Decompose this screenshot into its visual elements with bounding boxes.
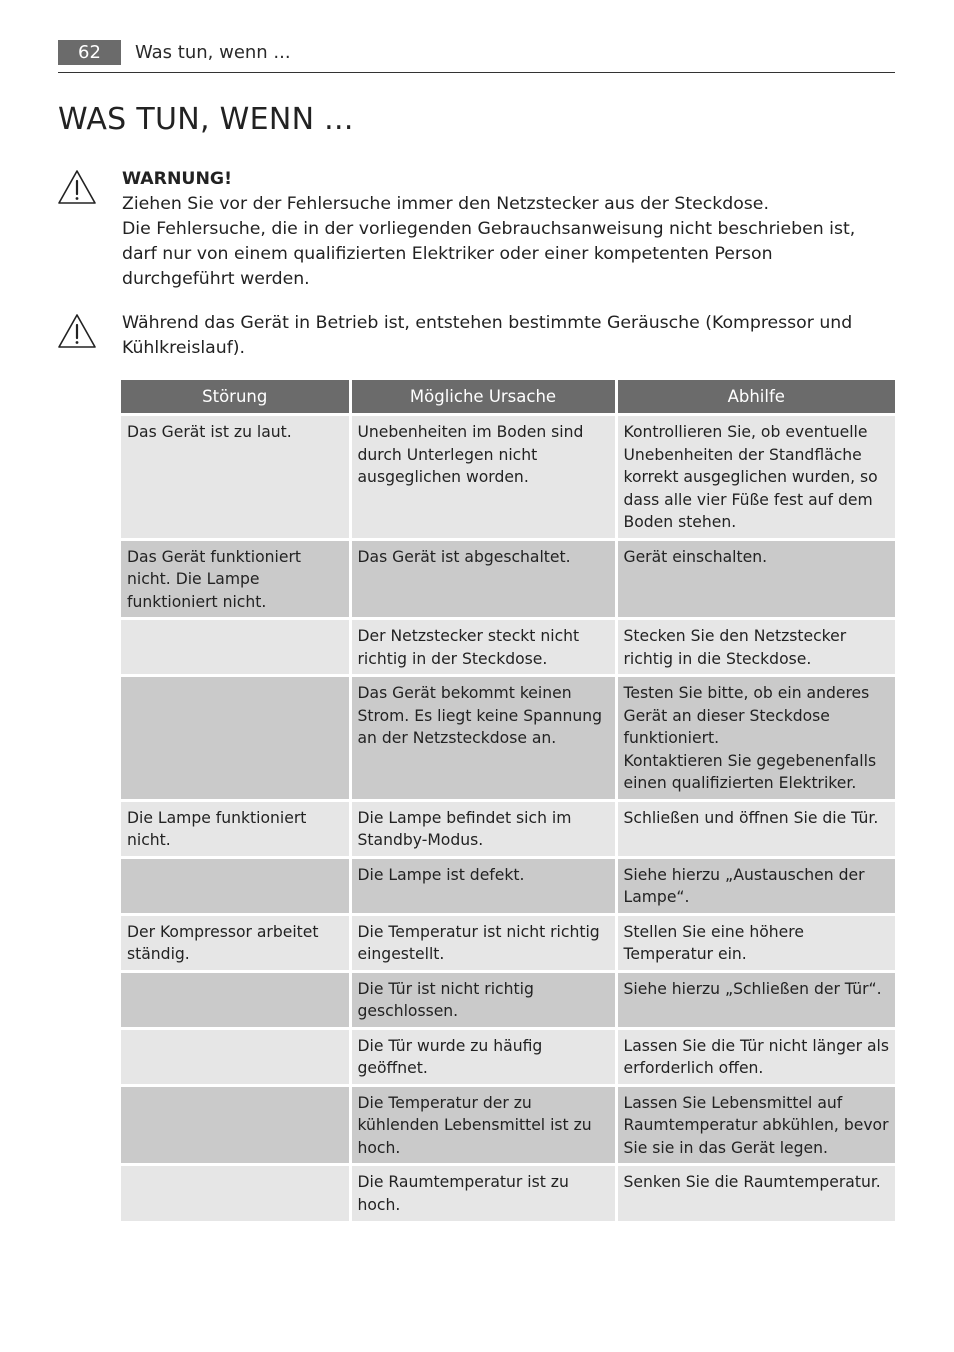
header-stoerung: Störung <box>121 380 350 415</box>
warning-triangle-icon <box>57 313 97 349</box>
table-row <box>121 1028 895 1085</box>
table-row <box>121 914 895 971</box>
table-row <box>121 1165 895 1221</box>
page-number: 62 <box>58 40 121 65</box>
cell-cause: Die Temperatur der zu kühlenden Lebensmittel ist zu hoch. <box>350 1085 616 1165</box>
page-header <box>58 40 895 73</box>
cell-problem <box>121 1085 350 1165</box>
warning-title: WARNUNG! <box>122 169 232 189</box>
cell-problem <box>121 1165 350 1221</box>
running-title: Was tun, wenn ... <box>135 42 291 63</box>
cell-remedy: Stellen Sie eine höhere Temperatur ein. <box>616 914 895 971</box>
cell-cause: Der Netzstecker steckt nicht richtig in der Steckdose. <box>350 619 616 676</box>
troubleshooting-table <box>121 380 895 1221</box>
cell-problem <box>121 857 350 914</box>
header-abhilfe: Abhilfe <box>616 380 895 415</box>
warning-text-2: Die Fehlersuche, die in der vorliegenden Gebrauchsanweisung nicht beschrieben ist, darf nur von einem qualifizierten Elektriker oder einer kompetenten Person durchgeführt werden. <box>122 219 856 289</box>
cell-cause: Die Lampe ist defekt. <box>350 857 616 914</box>
cell-problem <box>121 971 350 1028</box>
page-title: WAS TUN, WENN ... <box>58 102 354 137</box>
cell-remedy: Gerät einschalten. <box>616 539 895 619</box>
cell-cause: Die Tür wurde zu häufig geöffnet. <box>350 1028 616 1085</box>
warning-text-1: Ziehen Sie vor der Fehlersuche immer den Netzstecker aus der Steckdose. <box>122 194 769 214</box>
cell-problem <box>121 676 350 801</box>
table-row <box>121 539 895 619</box>
cell-cause: Das Gerät bekommt keinen Strom. Es liegt keine Spannung an der Netzsteckdose an. <box>350 676 616 801</box>
cell-problem: Der Kompressor arbeitet ständig. <box>121 914 350 971</box>
cell-cause: Unebenheiten im Boden sind durch Unterlegen nicht ausgeglichen worden. <box>350 415 616 540</box>
noise-note: Während das Gerät in Betrieb ist, entstehen bestimmte Geräusche (Kompressor und Kühlkreislauf). <box>122 313 853 358</box>
header-ursache: Mögliche Ursache <box>350 380 616 415</box>
cell-remedy: Senken Sie die Raumtemperatur. <box>616 1165 895 1221</box>
cell-cause: Die Raumtemperatur ist zu hoch. <box>350 1165 616 1221</box>
cell-remedy: Siehe hierzu „Austauschen der Lampe“. <box>616 857 895 914</box>
cell-cause: Die Lampe befindet sich im Standby-Modus. <box>350 800 616 857</box>
warning-block <box>122 167 882 292</box>
cell-problem <box>121 1028 350 1085</box>
cell-problem: Das Gerät funktioniert nicht. Die Lampe funktioniert nicht. <box>121 539 350 619</box>
cell-cause: Die Tür ist nicht richtig geschlossen. <box>350 971 616 1028</box>
table-row <box>121 857 895 914</box>
cell-remedy: Kontrollieren Sie, ob eventuelle Unebenheiten der Standfläche korrekt ausgeglichen wurden, so dass alle vier Füße fest auf dem Boden stehen. <box>616 415 895 540</box>
cell-problem: Das Gerät ist zu laut. <box>121 415 350 540</box>
cell-remedy: Lassen Sie Lebensmittel auf Raumtemperatur abkühlen, bevor Sie sie in das Gerät legen. <box>616 1085 895 1165</box>
table-row <box>121 800 895 857</box>
table-row <box>121 676 895 801</box>
cell-problem <box>121 619 350 676</box>
cell-cause: Die Temperatur ist nicht richtig eingestellt. <box>350 914 616 971</box>
cell-remedy: Testen Sie bitte, ob ein anderes Gerät an dieser Steckdose funktioniert. Kontaktieren Sie gegebenenfalls einen qualifizierten Elektriker. <box>616 676 895 801</box>
table-row <box>121 415 895 540</box>
cell-remedy: Siehe hierzu „Schließen der Tür“. <box>616 971 895 1028</box>
table-row <box>121 971 895 1028</box>
table-row <box>121 619 895 676</box>
cell-cause: Das Gerät ist abgeschaltet. <box>350 539 616 619</box>
cell-remedy: Lassen Sie die Tür nicht länger als erforderlich offen. <box>616 1028 895 1085</box>
table-row <box>121 1085 895 1165</box>
warning-triangle-icon <box>57 169 97 205</box>
table-header-row <box>121 380 895 415</box>
cell-remedy: Stecken Sie den Netzstecker richtig in die Steckdose. <box>616 619 895 676</box>
cell-remedy: Schließen und öffnen Sie die Tür. <box>616 800 895 857</box>
cell-problem: Die Lampe funktioniert nicht. <box>121 800 350 857</box>
